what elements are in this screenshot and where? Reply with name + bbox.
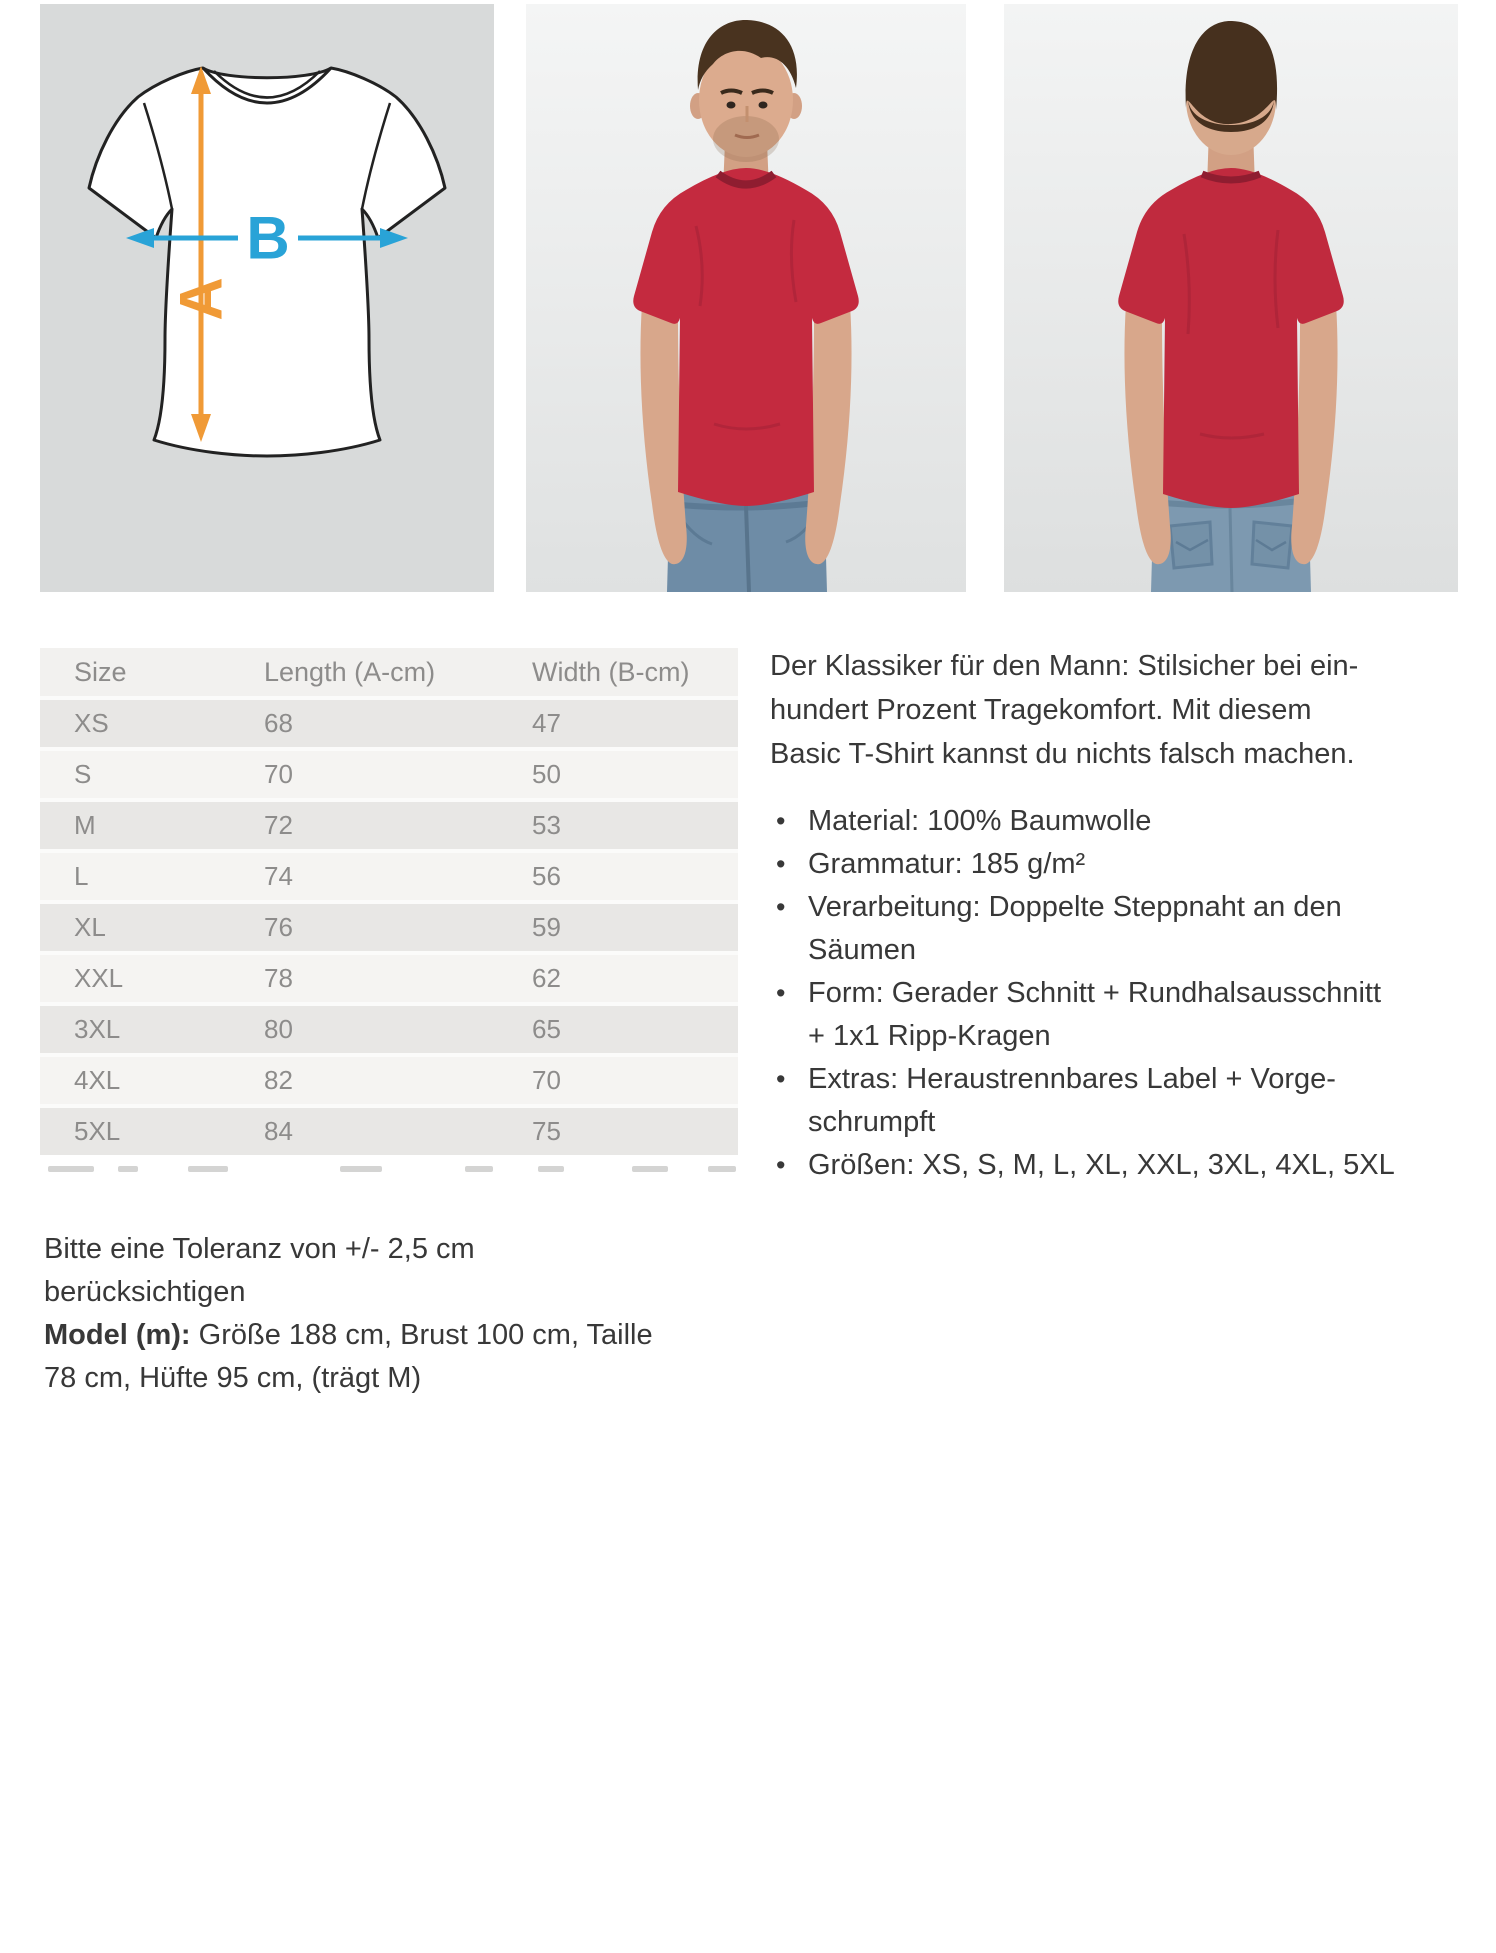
size-diagram-panel [40,4,494,592]
feature-item-line: Größen: XS, S, M, L, XL, XXL, 3XL, 4XL, 5XL [808,1149,1395,1181]
feature-item [770,1058,1476,1144]
feature-item-line: Grammatur: 185 g/m² [808,848,1086,880]
feature-item [770,843,1476,886]
description-intro [770,644,1476,776]
size-table-cell: 74 [230,853,498,904]
text-line: hundert Prozent Tragekomfort. Mit diesem [770,694,1312,726]
size-table-cell: XL [40,904,230,955]
tshirt-measurement-diagram-icon [40,4,494,592]
size-table-cell: 50 [498,751,738,802]
measurement-notes [44,1228,684,1400]
feature-item [770,886,1476,972]
table-cutoff-artifact [40,1164,740,1174]
product-description [770,644,1476,1187]
size-table-row [40,1006,738,1057]
size-table-cell: 56 [498,853,738,904]
size-table-cell: 72 [230,802,498,853]
model-front-image [526,4,966,592]
size-table-cell: 5XL [40,1108,230,1155]
model-back-photo [1004,4,1458,592]
size-table-header-row [40,648,738,700]
feature-item-line: + 1x1 Ripp-Kragen [808,1020,1051,1052]
model-note-line2: 78 cm, Hüfte 95 cm, (trägt M) [44,1362,422,1394]
size-column-header: Size [40,648,230,700]
size-table-cell: S [40,751,230,802]
length-column-header: Length (A-cm) [230,648,498,700]
size-table-cell: XXL [40,955,230,1006]
model-note-line1: Größe 188 cm, Brust 100 cm, Taille [198,1319,653,1351]
size-table-row [40,802,738,853]
size-table-cell: 82 [230,1057,498,1108]
size-table-row [40,1108,738,1155]
size-table-cell: 53 [498,802,738,853]
size-table-cell: 75 [498,1108,738,1155]
size-table-cell: 80 [230,1006,498,1057]
feature-item-line: Material: 100% Baumwolle [808,805,1152,837]
size-table-cell: M [40,802,230,853]
size-table-cell: 70 [230,751,498,802]
feature-item-line: Extras: Heraustrennbares Label + Vorge- [808,1063,1336,1095]
size-table-row [40,853,738,904]
size-table-cell: 78 [230,955,498,1006]
size-table-row [40,700,738,751]
size-table-cell: 65 [498,1006,738,1057]
tolerance-text: Bitte eine Toleranz von +/- 2,5 cm berücksichtigen [44,1233,475,1308]
measure-a-label: A [167,277,235,321]
size-table-body [40,700,738,1155]
size-table-row [40,1057,738,1108]
text-line: Basic T-Shirt kannst du nichts falsch machen. [770,738,1355,770]
model-front-photo [526,4,966,592]
size-table [40,648,738,1155]
feature-item [770,800,1476,843]
feature-list [770,800,1476,1187]
width-column-header: Width (B-cm) [498,648,738,700]
size-table-cell: 59 [498,904,738,955]
model-back-image [1004,4,1458,592]
feature-item-line: Form: Gerader Schnitt + Rundhalsausschnitt [808,977,1382,1009]
model-note-label: Model (m): [44,1319,191,1351]
size-table-cell: 62 [498,955,738,1006]
feature-item [770,1144,1476,1187]
size-table-row [40,751,738,802]
feature-item-line: Säumen [808,934,917,966]
size-table-cell: 84 [230,1108,498,1155]
feature-item-line: schrumpft [808,1106,936,1138]
tolerance-note [44,1228,684,1314]
feature-item-line: Verarbeitung: Doppelte Steppnaht an den [808,891,1342,923]
size-table-row [40,904,738,955]
size-table-cell: 47 [498,700,738,751]
size-table-cell: L [40,853,230,904]
measure-b-label: B [246,204,290,272]
size-table-cell: 3XL [40,1006,230,1057]
feature-item [770,972,1476,1058]
size-table-row [40,955,738,1006]
size-table-cell: 68 [230,700,498,751]
size-table-cell: 70 [498,1057,738,1108]
size-table-cell: 4XL [40,1057,230,1108]
size-table-cell: XS [40,700,230,751]
model-note [44,1314,684,1400]
size-table-cell: 76 [230,904,498,955]
text-line: Der Klassiker für den Mann: Stilsicher bei ein- [770,650,1359,682]
